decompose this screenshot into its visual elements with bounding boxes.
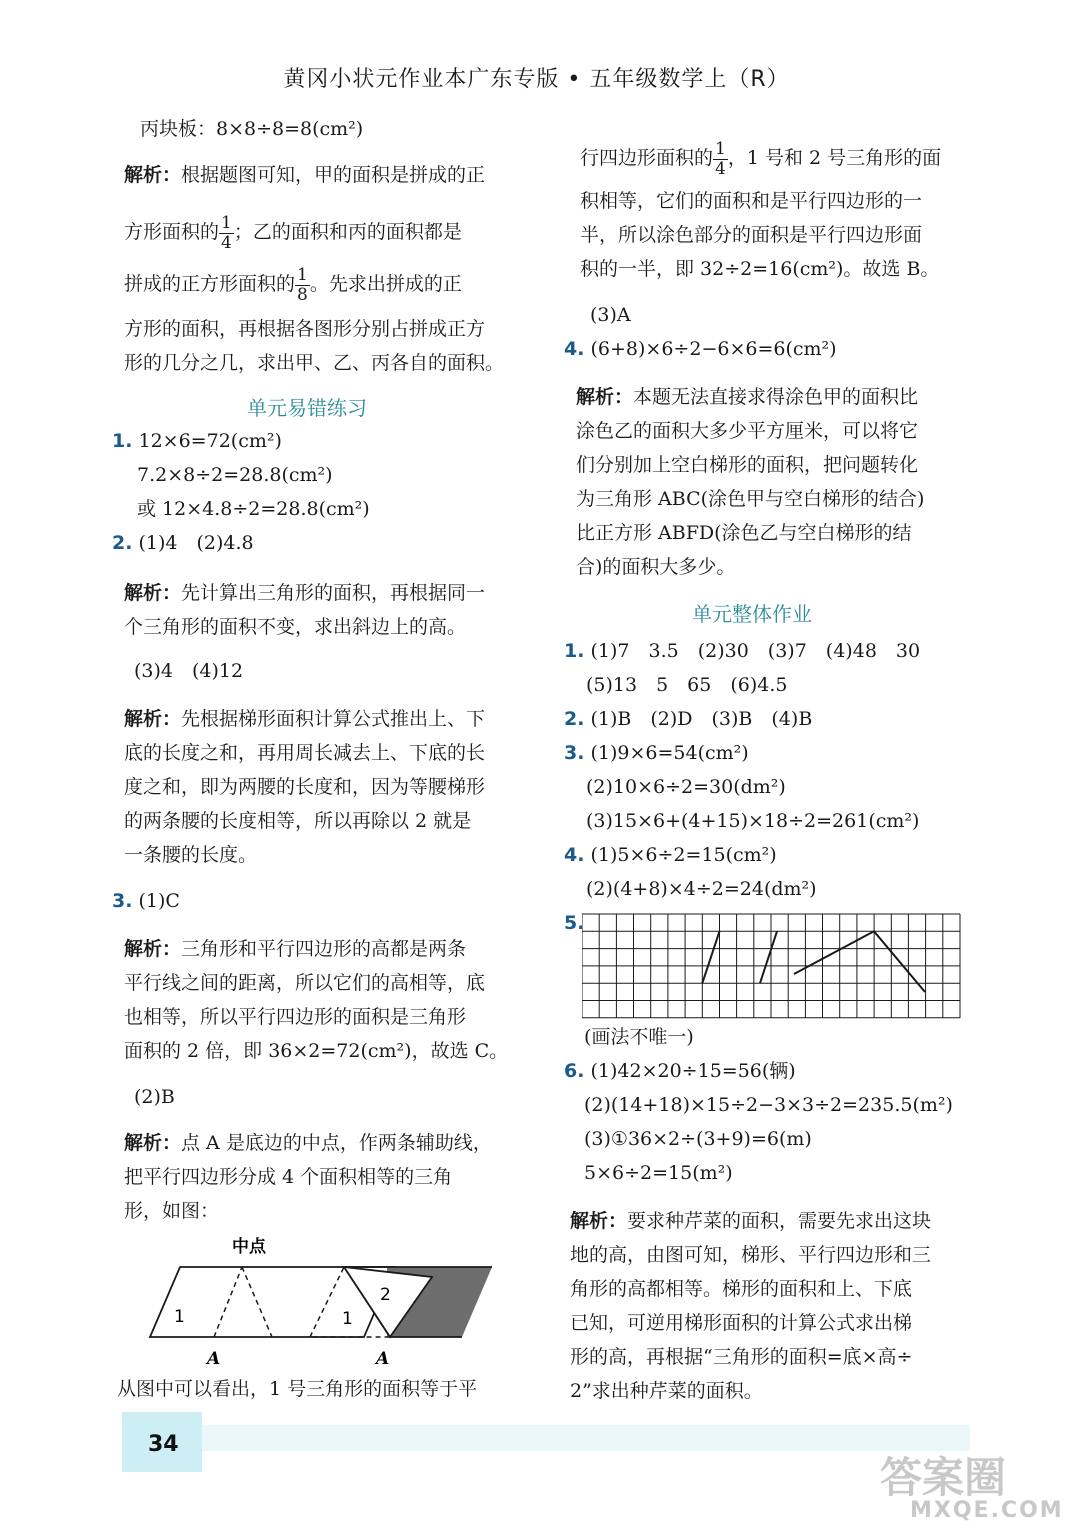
analysis-line: 比正方形 ABFD(涂色乙与空白梯形的结 xyxy=(576,522,912,544)
answer-line: (3)A xyxy=(590,304,631,326)
point-a-label: A xyxy=(207,1349,221,1369)
analysis-para: 解析：要求种芹菜的面积，需要先求出这块 xyxy=(570,1210,932,1232)
question-4: 4. (6+8)×6÷2−6×6=6(cm²) xyxy=(564,338,837,360)
analysis-para: 解析：三角形和平行四边形的高都是两条 xyxy=(124,938,467,960)
section-title: 单元易错练习 xyxy=(247,396,367,420)
analysis-line: 也相等，所以平行四边形的面积是三角形 xyxy=(124,1006,467,1028)
analysis-line: 涂色乙的面积大多少平方厘米，可以将它 xyxy=(576,420,919,442)
analysis-line: 地的高，由图可知，梯形、平行四边形和三 xyxy=(570,1244,932,1266)
answer-line: 5×6÷2=15(m²) xyxy=(584,1162,733,1184)
note: (画法不唯一) xyxy=(584,1026,694,1048)
analysis-line: 已知，可逆用梯形面积的计算公式求出梯 xyxy=(570,1312,913,1334)
drawn-segment xyxy=(702,931,719,983)
analysis-line: 拼成的正方形面积的 $\frac{1}{8}$ 。先求出拼成的正 xyxy=(124,265,462,305)
answer-line: 丙块板：8×8÷8=8(cm²) xyxy=(140,118,364,140)
answer-line: 7.2×8÷2=28.8(cm²) xyxy=(137,464,333,486)
aux-line xyxy=(214,1267,242,1337)
triangle-1-label: 1 xyxy=(174,1307,185,1327)
analysis-para: 解析：先计算出三角形的面积，再根据同一 xyxy=(124,582,486,604)
unit-question-5: 5. xyxy=(564,912,585,934)
analysis-line: 角形的高都相等。梯形的面积和上、下底 xyxy=(570,1278,913,1300)
analysis-line: 为三角形 ABC(涂色甲与空白梯形的结合) xyxy=(576,488,925,510)
analysis-line: 面积的 2 倍，即 36×2=72(cm²)，故选 C。 xyxy=(124,1040,509,1062)
fraction: $\frac{1}{4}$ xyxy=(715,139,726,179)
analysis-line: 合)的面积大多少。 xyxy=(576,556,736,578)
analysis-para: 解析：点 A 是底边的中点，作两条辅助线， xyxy=(124,1132,492,1154)
answer-line: 或 12×4.8÷2=28.8(cm²) xyxy=(137,498,370,520)
unit-question-3: 3. (1)9×6=54(cm²) xyxy=(564,742,749,764)
analysis-line: 形，如图： xyxy=(124,1200,220,1222)
fraction: $\frac{1}{4}$ xyxy=(221,213,232,253)
unit-question-4: 4. (1)5×6÷2=15(cm²) xyxy=(564,844,777,866)
analysis-line: 一条腰的长度。 xyxy=(124,844,258,866)
answer-line: (2)B xyxy=(134,1086,175,1108)
analysis-line: 平行线之间的距离，所以它们的高相等，底 xyxy=(124,972,486,994)
unit-question-6: 6. (1)42×20÷15=56(辆) xyxy=(564,1060,796,1082)
parallelogram-figure xyxy=(132,1232,532,1372)
question-2: 2. (1)4 (2)4.8 xyxy=(112,532,254,554)
analysis-line: 把平行四边形分成 4 个面积相等的三角 xyxy=(124,1166,453,1188)
analysis-line: 积相等，它们的面积和是平行四边形的一 xyxy=(580,190,923,212)
answer-line: (2)10×6÷2=30(dm²) xyxy=(586,776,786,798)
analysis-para: 解析：先根据梯形面积计算公式推出上、下 xyxy=(124,708,486,730)
analysis-para: 解析：本题无法直接求得涂色甲的面积比 xyxy=(576,386,919,408)
analysis-line: 个三角形的面积不变，求出斜边上的高。 xyxy=(124,616,467,638)
drawn-segment xyxy=(760,931,777,983)
analysis-line: 底的长度之和，再用周长减去上、下底的长 xyxy=(124,742,486,764)
unit-question-1: 1. (1)7 3.5 (2)30 (3)7 (4)48 30 xyxy=(564,640,921,662)
midpoint-label: 中点 xyxy=(232,1237,266,1257)
answer-line: (3)15×6+(4+15)×18÷2=261(cm²) xyxy=(586,810,920,832)
section-title: 单元整体作业 xyxy=(692,602,812,626)
footer-bar xyxy=(200,1425,970,1451)
analysis-line: 积的一半，即 32÷2=16(cm²)。故选 B。 xyxy=(580,258,940,280)
grid-drawing xyxy=(582,912,962,1020)
unit-question-2: 2. (1)B (2)D (3)B (4)B xyxy=(564,708,813,730)
watermark-logo: 答案圈 xyxy=(880,1453,1007,1502)
aux-line xyxy=(242,1267,272,1337)
analysis-line: 方形面积的 $\frac{1}{4}$ ；乙的面积和丙的面积都是 xyxy=(124,213,462,253)
answer-line: (3)4 (4)12 xyxy=(134,660,244,682)
analysis-line: 半，所以涂色部分的面积是平行四边形面 xyxy=(580,224,923,246)
analysis-line: 的两条腰的长度相等，所以再除以 2 就是 xyxy=(124,810,472,832)
triangle-1-label: 1 xyxy=(342,1309,353,1329)
question-3: 3. (1)C xyxy=(112,890,180,912)
analysis-line: 度之和，即为两腰的长度和，因为等腰梯形 xyxy=(124,776,486,798)
fraction: $\frac{1}{8}$ xyxy=(297,265,308,305)
point-a-label: A xyxy=(376,1349,390,1369)
question-1: 1. 12×6=72(cm²) xyxy=(112,430,282,452)
analysis-line: 行四边形面积的 $\frac{1}{4}$ ，1 号和 2 号三角形的面 xyxy=(580,139,942,179)
analysis-line: 形的几分之几，求出甲、乙、丙各自的面积。 xyxy=(124,352,505,374)
answer-line: (5)13 5 65 (6)4.5 xyxy=(586,674,788,696)
analysis-line: 2”求出种芹菜的面积。 xyxy=(570,1380,763,1402)
analysis-line: 方形的面积，再根据各图形分别占拼成正方 xyxy=(124,318,486,340)
page-header: 黄冈小状元作业本广东专版 • 五年级数学上（R） xyxy=(283,67,790,92)
analysis-line: 们分别加上空白梯形的面积，把问题转化 xyxy=(576,454,919,476)
answer-line: (2)(4+8)×4÷2=24(dm²) xyxy=(586,878,817,900)
answer-line: (2)(14+18)×15÷2−3×3÷2=235.5(m²) xyxy=(584,1094,953,1116)
triangle-2-label: 2 xyxy=(380,1285,391,1305)
analysis-para: 解析：根据题图可知，甲的面积是拼成的正 xyxy=(124,164,486,186)
analysis-line: 形的高，再根据“三角形的面积=底×高÷ xyxy=(570,1346,913,1368)
answer-line: (3)①36×2÷(3+9)=6(m) xyxy=(584,1128,812,1150)
watermark-url: MXQE.COM xyxy=(910,1498,1064,1523)
page-number: 34 xyxy=(122,1412,202,1472)
analysis-line: 从图中可以看出，1 号三角形的面积等于平 xyxy=(117,1378,478,1400)
